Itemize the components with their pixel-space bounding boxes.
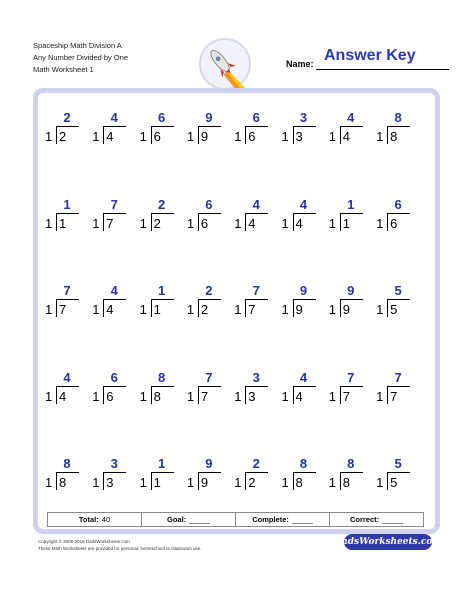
worksheet-number: Math Worksheet 1 [33,65,94,74]
division-problem [89,454,129,494]
dividend: 4 [106,302,114,317]
quotient: 7 [63,283,71,298]
divisor: 1 [281,129,289,144]
dividend: 6 [248,129,256,144]
dividend: 6 [200,215,209,231]
dividend: 8 [390,129,398,144]
division-problem [42,368,82,408]
dividend: 4 [295,388,303,404]
dividend: 7 [200,388,209,404]
division-problem [326,195,366,235]
dividend: 5 [390,475,398,490]
quotient: 1 [157,283,166,298]
divisor: 1 [92,215,100,231]
rocket-icon [198,37,252,91]
quotient: 1 [63,196,71,212]
name-field[interactable] [316,69,449,70]
divisor: 1 [186,388,195,404]
division-problem [89,195,129,235]
dividend: 8 [342,475,351,490]
dividend: 9 [342,302,351,317]
quotient: 6 [110,369,118,385]
division-problem [184,195,224,235]
divisor: 1 [92,129,100,144]
dividend: 4 [342,129,351,144]
division-problem [373,368,413,408]
dividend: 7 [390,388,398,404]
complete-cell[interactable] [236,513,330,526]
dividend: 9 [200,475,209,490]
divisor: 1 [139,215,147,231]
dividend: 9 [295,302,303,317]
dadsworksheets-logo[interactable]: DadsWorksheets.com [344,534,432,550]
divisor: 1 [234,475,242,490]
quotient: 3 [252,369,260,385]
quotient: 6 [205,196,213,212]
name-area [286,47,452,71]
division-problem [373,195,413,235]
correct-label: Correct: [349,515,380,524]
division-problem [184,454,224,494]
division-problem [231,368,271,408]
division-problem [184,281,224,321]
quotient: 7 [205,369,213,385]
divisor: 1 [281,302,289,317]
division-problem [42,108,82,148]
division-problem [137,454,177,494]
goal-cell[interactable] [142,513,236,526]
quotient: 4 [299,196,308,212]
division-problem [89,108,129,148]
dividend: 7 [342,388,351,404]
dividend: 6 [390,215,398,231]
quotient: 8 [394,110,402,125]
division-problem [373,108,413,148]
dividend: 3 [248,388,256,404]
divisor: 1 [139,388,147,404]
dividend: 1 [59,215,67,231]
quotient: 7 [110,196,118,212]
goal-value: _____ [189,515,211,524]
total-label: Total: [78,515,99,524]
division-problem [42,281,82,321]
division-problem [326,368,366,408]
quotient: 2 [252,456,260,471]
division-problem [231,195,271,235]
division-problem [231,281,271,321]
total-cell [48,513,142,526]
worksheet-subtitle: Any Number Divided by One [33,53,129,62]
quotient: 9 [205,110,213,125]
divisor: 1 [186,129,195,144]
quotient: 8 [63,456,71,471]
divisor: 1 [186,215,195,231]
dividend: 2 [248,475,256,490]
division-problem [89,368,129,408]
quotient: 2 [63,110,71,125]
division-problem [279,454,319,494]
dividend: 3 [106,475,114,490]
quotient: 3 [110,456,118,471]
division-problem [231,454,271,494]
division-problem [184,108,224,148]
complete-value: _____ [291,515,313,524]
quotient: 9 [347,283,355,298]
divisor: 1 [45,215,53,231]
quotient: 8 [299,456,308,471]
divisor: 1 [376,129,384,144]
goal-label: Goal: [166,515,187,524]
problems-grid [42,108,432,508]
dividend: 5 [390,302,398,317]
dividend: 7 [106,215,114,231]
dividend: 1 [153,475,161,490]
dividend: 4 [295,215,303,231]
divisor: 1 [376,215,384,231]
dividend: 4 [248,215,256,231]
divisor: 1 [281,475,289,490]
divisor: 1 [281,388,289,404]
divisor: 1 [376,475,384,490]
dividend: 8 [59,475,67,490]
divisor: 1 [376,302,384,317]
worksheet-header [33,40,128,76]
divisor: 1 [92,388,100,404]
divisor: 1 [376,388,384,404]
quotient: 4 [347,110,355,125]
dividend: 4 [59,388,67,404]
dividend: 6 [153,129,161,144]
division-problem [42,195,82,235]
quotient: 6 [252,110,260,125]
division-problem [137,368,177,408]
division-problem [373,454,413,494]
quotient: 4 [252,196,260,212]
dividend: 2 [59,129,67,144]
divisor: 1 [234,388,242,404]
copyright-line: Copyright © 2008-2018 DadsWorksheets.com [38,539,130,544]
quotient: 9 [299,283,308,298]
dividend: 2 [200,302,209,317]
dividend: 6 [106,388,114,404]
quotient: 3 [299,110,308,125]
dividend: 1 [153,302,161,317]
divisor: 1 [234,302,242,317]
quotient: 4 [299,369,308,385]
divisor: 1 [281,215,289,231]
name-label: Name: [286,59,314,69]
divisor: 1 [186,475,195,490]
dividend: 3 [295,129,303,144]
division-problem [184,368,224,408]
division-problem [279,368,319,408]
divisor: 1 [328,388,337,404]
divisor: 1 [139,302,147,317]
division-problem [279,108,319,148]
total-value: 40 [101,515,111,524]
divisor: 1 [45,129,53,144]
divisor: 1 [45,475,53,490]
division-problem [137,281,177,321]
worksheet-title: Spaceship Math Division A [33,41,122,50]
divisor: 1 [328,215,337,231]
divisor: 1 [92,475,100,490]
division-problem [279,195,319,235]
quotient: 4 [110,110,118,125]
divisor: 1 [328,129,337,144]
complete-label: Complete: [252,515,289,524]
correct-value: _____ [382,515,404,524]
division-problem [137,195,177,235]
divisor: 1 [328,475,337,490]
dividend: 8 [153,388,161,404]
division-problem [326,454,366,494]
divisor: 1 [139,129,147,144]
divisor: 1 [328,302,337,317]
quotient: 2 [157,196,166,212]
quotient: 9 [205,456,213,471]
dividend: 7 [248,302,256,317]
quotient: 7 [252,283,260,298]
quotient: 7 [394,369,402,385]
dividend: 4 [106,129,114,144]
quotient: 8 [347,456,355,471]
answer-key-label: Answer Key [324,47,416,64]
division-problem [373,281,413,321]
dividend: 9 [200,129,209,144]
divisor: 1 [234,215,242,231]
divisor: 1 [92,302,100,317]
quotient: 6 [157,110,166,125]
division-problem [231,108,271,148]
quotient: 4 [63,369,71,385]
quotient: 5 [394,456,402,471]
quotient: 4 [110,283,118,298]
quotient: 5 [394,283,402,298]
quotient: 8 [157,369,166,385]
division-problem [326,108,366,148]
division-problem [89,281,129,321]
division-problem [279,281,319,321]
usage-line: These Math Worksheets are provided for personal, homeschool or classroom use. [38,546,202,551]
divisor: 1 [139,475,147,490]
dividend: 1 [342,215,351,231]
divisor: 1 [234,129,242,144]
quotient: 2 [205,283,213,298]
quotient: 1 [157,456,166,471]
divisor: 1 [186,302,195,317]
quotient: 1 [347,196,355,212]
division-problem [42,454,82,494]
dividend: 8 [295,475,303,490]
dividend: 7 [59,302,67,317]
dividend: 2 [153,215,161,231]
score-table [47,512,424,527]
quotient: 6 [394,196,402,212]
copyright-notice [38,538,202,552]
quotient: 7 [347,369,355,385]
division-problem [137,108,177,148]
division-problem [326,281,366,321]
correct-cell[interactable] [330,513,423,526]
divisor: 1 [45,388,53,404]
divisor: 1 [45,302,53,317]
